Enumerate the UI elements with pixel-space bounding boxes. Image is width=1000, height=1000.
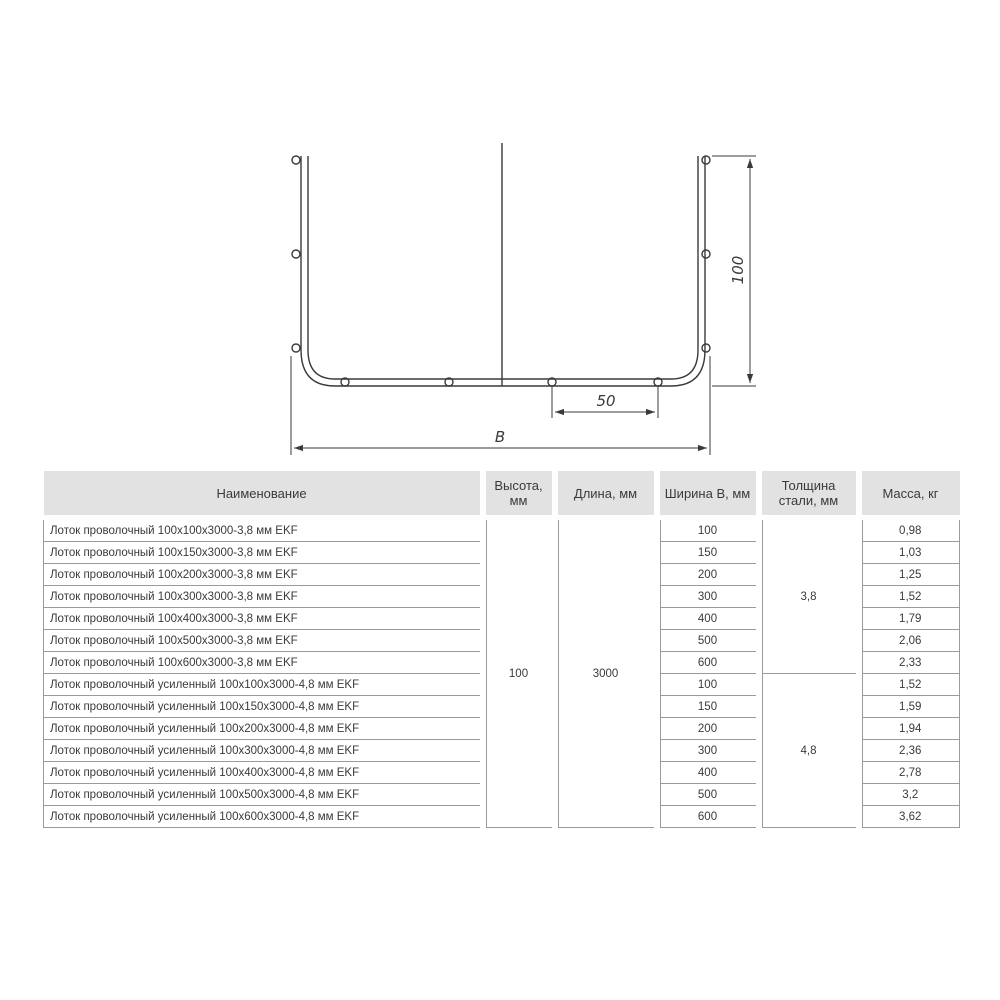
mass-cell: 3,2 — [859, 784, 960, 806]
wire-circle — [702, 156, 710, 164]
width-cell: 200 — [657, 564, 759, 586]
wire-circle — [292, 156, 300, 164]
table-body — [44, 515, 960, 828]
header-width: Ширина В, мм — [657, 471, 759, 515]
header-height: Высота, мм — [483, 471, 555, 515]
tray-cross-section-drawing — [0, 0, 1000, 465]
wire-circle — [292, 344, 300, 352]
mass-cell: 3,62 — [859, 806, 960, 828]
width-cell: 150 — [657, 696, 759, 718]
wire-circle — [702, 250, 710, 258]
product-name-cell: Лоток проволочный 100х300х3000-3,8 мм EKF — [44, 586, 483, 608]
width-cell: 150 — [657, 542, 759, 564]
product-name-cell: Лоток проволочный усиленный 100х200х3000-4,8 мм EKF — [44, 718, 483, 740]
mass-cell: 1,25 — [859, 564, 960, 586]
product-name-cell: Лоток проволочный усиленный 100х300х3000-4,8 мм EKF — [44, 740, 483, 762]
product-name-cell: Лоток проволочный 100х150х3000-3,8 мм EKF — [44, 542, 483, 564]
header-mass: Масса, кг — [859, 471, 960, 515]
tray-outline-outer — [301, 156, 705, 386]
width-cell: 400 — [657, 762, 759, 784]
thickness-cell: 4,8 — [759, 674, 859, 828]
width-cell: 200 — [657, 718, 759, 740]
width-cell: 500 — [657, 630, 759, 652]
width-cell: 100 — [657, 674, 759, 696]
header-length: Длина, мм — [555, 471, 657, 515]
header-thickness: Толщина стали, мм — [759, 471, 859, 515]
product-name-cell: Лоток проволочный усиленный 100х100х3000-4,8 мм EKF — [44, 674, 483, 696]
width-cell: 500 — [657, 784, 759, 806]
mass-cell: 1,59 — [859, 696, 960, 718]
wire-circle — [292, 250, 300, 258]
mass-cell: 2,33 — [859, 652, 960, 674]
pitch-dimension-label: 50 — [596, 392, 616, 410]
mass-cell: 1,03 — [859, 542, 960, 564]
width-cell: 300 — [657, 586, 759, 608]
product-name-cell: Лоток проволочный 100х100х3000-3,8 мм EKF — [44, 520, 483, 542]
width-cell: 100 — [657, 520, 759, 542]
product-name-cell: Лоток проволочный 100х200х3000-3,8 мм EKF — [44, 564, 483, 586]
specification-table — [43, 471, 960, 828]
width-cell: 300 — [657, 740, 759, 762]
width-cell: 600 — [657, 806, 759, 828]
table-row — [44, 520, 960, 542]
mass-cell: 0,98 — [859, 520, 960, 542]
mass-cell: 1,94 — [859, 718, 960, 740]
table-header-row — [44, 471, 960, 515]
product-name-cell: Лоток проволочный усиленный 100х600х3000-4,8 мм EKF — [44, 806, 483, 828]
product-name-cell: Лоток проволочный 100х500х3000-3,8 мм EKF — [44, 630, 483, 652]
header-name: Наименование — [44, 471, 483, 515]
tray-outline-inner — [308, 156, 698, 379]
thickness-cell: 3,8 — [759, 520, 859, 674]
width-cell: 600 — [657, 652, 759, 674]
mass-cell: 2,06 — [859, 630, 960, 652]
mass-cell: 1,52 — [859, 674, 960, 696]
width-cell: 400 — [657, 608, 759, 630]
mass-cell: 1,79 — [859, 608, 960, 630]
height-dimension-label: 100 — [729, 255, 747, 285]
mass-cell: 2,78 — [859, 762, 960, 784]
product-name-cell: Лоток проволочный усиленный 100х400х3000-4,8 мм EKF — [44, 762, 483, 784]
mass-cell: 1,52 — [859, 586, 960, 608]
height-cell: 100 — [483, 520, 555, 828]
product-name-cell: Лоток проволочный усиленный 100х150х3000-4,8 мм EKF — [44, 696, 483, 718]
product-name-cell: Лоток проволочный усиленный 100х500х3000-4,8 мм EKF — [44, 784, 483, 806]
width-dimension-label: B — [494, 428, 506, 446]
length-cell: 3000 — [555, 520, 657, 828]
product-name-cell: Лоток проволочный 100х600х3000-3,8 мм EKF — [44, 652, 483, 674]
mass-cell: 2,36 — [859, 740, 960, 762]
product-name-cell: Лоток проволочный 100х400х3000-3,8 мм EKF — [44, 608, 483, 630]
wire-circle — [702, 344, 710, 352]
